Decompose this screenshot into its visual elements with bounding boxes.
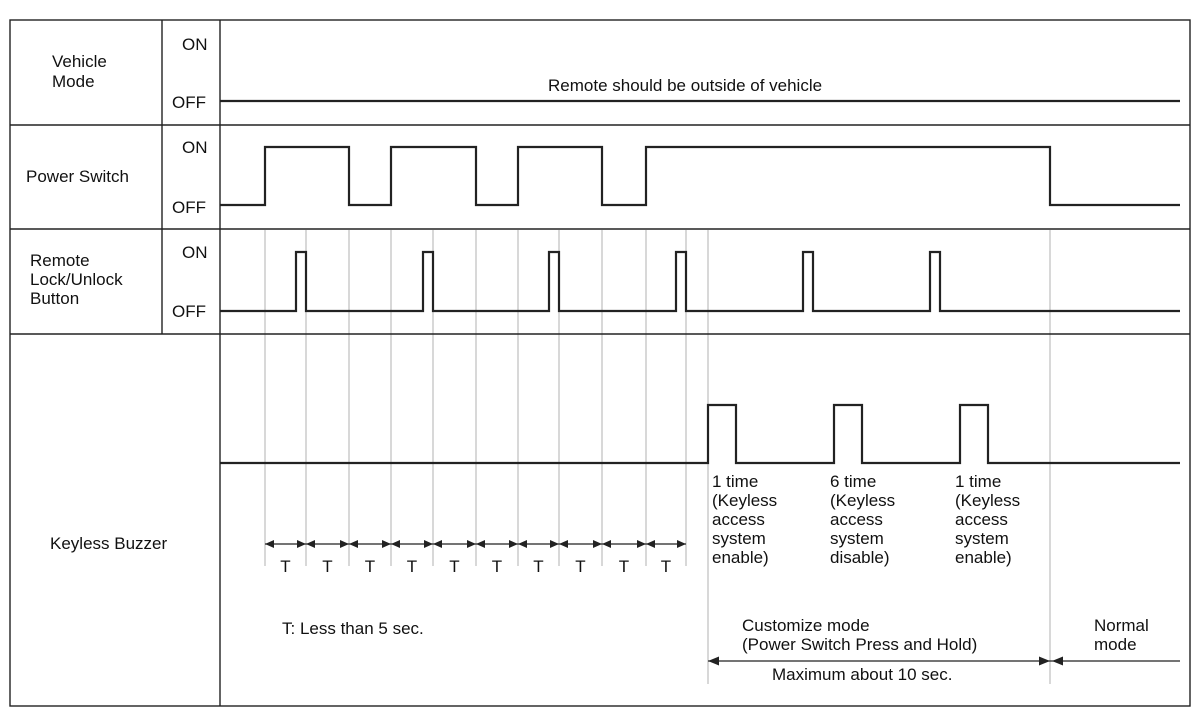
buzzer-note-1-line-5: enable) [712, 548, 769, 567]
t-interval-label: T [660, 557, 672, 576]
buzzer-note-2-line-4: system [830, 529, 884, 548]
t-interval-label: T [449, 557, 460, 576]
t-interval [559, 540, 602, 576]
keyless-buzzer-signal [220, 405, 1180, 463]
vehicle-mode-on-label: ON [182, 35, 208, 54]
vehicle-mode-label-line-2: Mode [52, 72, 95, 91]
remote-button-signal [220, 252, 1180, 311]
t-interval [602, 540, 646, 576]
power-switch-label: Power Switch [26, 167, 129, 186]
buzzer-note-3-line-3: access [955, 510, 1008, 529]
remote-button-off-label: OFF [172, 302, 206, 321]
buzzer-note-2-line-5: disable) [830, 548, 890, 567]
t-interval-label: T [575, 557, 586, 576]
t-interval [306, 540, 349, 576]
buzzer-note-2-line-3: access [830, 510, 883, 529]
t-interval [646, 540, 686, 576]
vehicle-mode-off-label: OFF [172, 93, 206, 112]
buzzer-note-3-line-1: 1 time [955, 472, 1002, 491]
power-switch-on-label: ON [182, 138, 208, 157]
t-interval-label: T [533, 557, 544, 576]
t-interval [265, 540, 306, 576]
buzzer-note-1-line-3: access [712, 510, 765, 529]
buzzer-note-2-line-2: (Keyless [830, 491, 896, 510]
t-interval-label: T [322, 557, 333, 576]
t-interval [349, 540, 391, 576]
t-note: T: Less than 5 sec. [282, 619, 424, 638]
diagram-frame [10, 20, 1190, 706]
normal-mode-line-1: Normal [1094, 616, 1149, 635]
buzzer-note-1-line-1: 1 time [712, 472, 759, 491]
t-interval-label: T [618, 557, 630, 576]
power-switch-signal [220, 147, 1180, 205]
t-interval [433, 540, 476, 576]
t-interval-label: T [491, 557, 503, 576]
max-time-label: Maximum about 10 sec. [772, 665, 953, 684]
vehicle-mode-note: Remote should be outside of vehicle [548, 76, 823, 95]
remote-button-on-label: ON [182, 243, 208, 262]
customize-mode-line-1: Customize mode [742, 616, 870, 635]
normal-mode-label [1094, 616, 1149, 654]
t-interval [518, 540, 559, 576]
vehicle-mode-label-line-1: Vehicle [52, 52, 107, 71]
power-switch-row [26, 138, 1180, 217]
buzzer-note-2 [830, 472, 895, 567]
t-interval-label: T [406, 557, 418, 576]
buzzer-note-3-line-4: system [955, 529, 1009, 548]
t-interval [391, 540, 433, 576]
t-interval [476, 540, 518, 576]
power-switch-off-label: OFF [172, 198, 206, 217]
normal-mode-line-2: mode [1094, 635, 1137, 654]
remote-button-label-line-3: Button [30, 289, 80, 308]
t-interval-label: T [364, 557, 376, 576]
remote-button-row [30, 243, 1180, 321]
buzzer-note-3-line-2: (Keyless [955, 491, 1021, 510]
buzzer-note-1 [712, 472, 777, 567]
buzzer-note-1-line-2: (Keyless [712, 491, 778, 510]
remote-button-label-line-1: Remote [30, 251, 90, 270]
vehicle-mode-row [52, 35, 1180, 112]
keyless-buzzer-label: Keyless Buzzer [50, 534, 168, 553]
buzzer-note-3-line-5: enable) [955, 548, 1012, 567]
customize-mode-line-2: (Power Switch Press and Hold) [742, 635, 978, 654]
customize-mode-label [742, 616, 977, 654]
t-interval-label: T [280, 557, 291, 576]
buzzer-note-2-line-1: 6 time [830, 472, 877, 491]
buzzer-note-3 [955, 472, 1020, 567]
transition-guide-lines [265, 230, 1050, 684]
buzzer-note-1-line-4: system [712, 529, 766, 548]
remote-button-label-line-2: Lock/Unlock [30, 270, 123, 289]
